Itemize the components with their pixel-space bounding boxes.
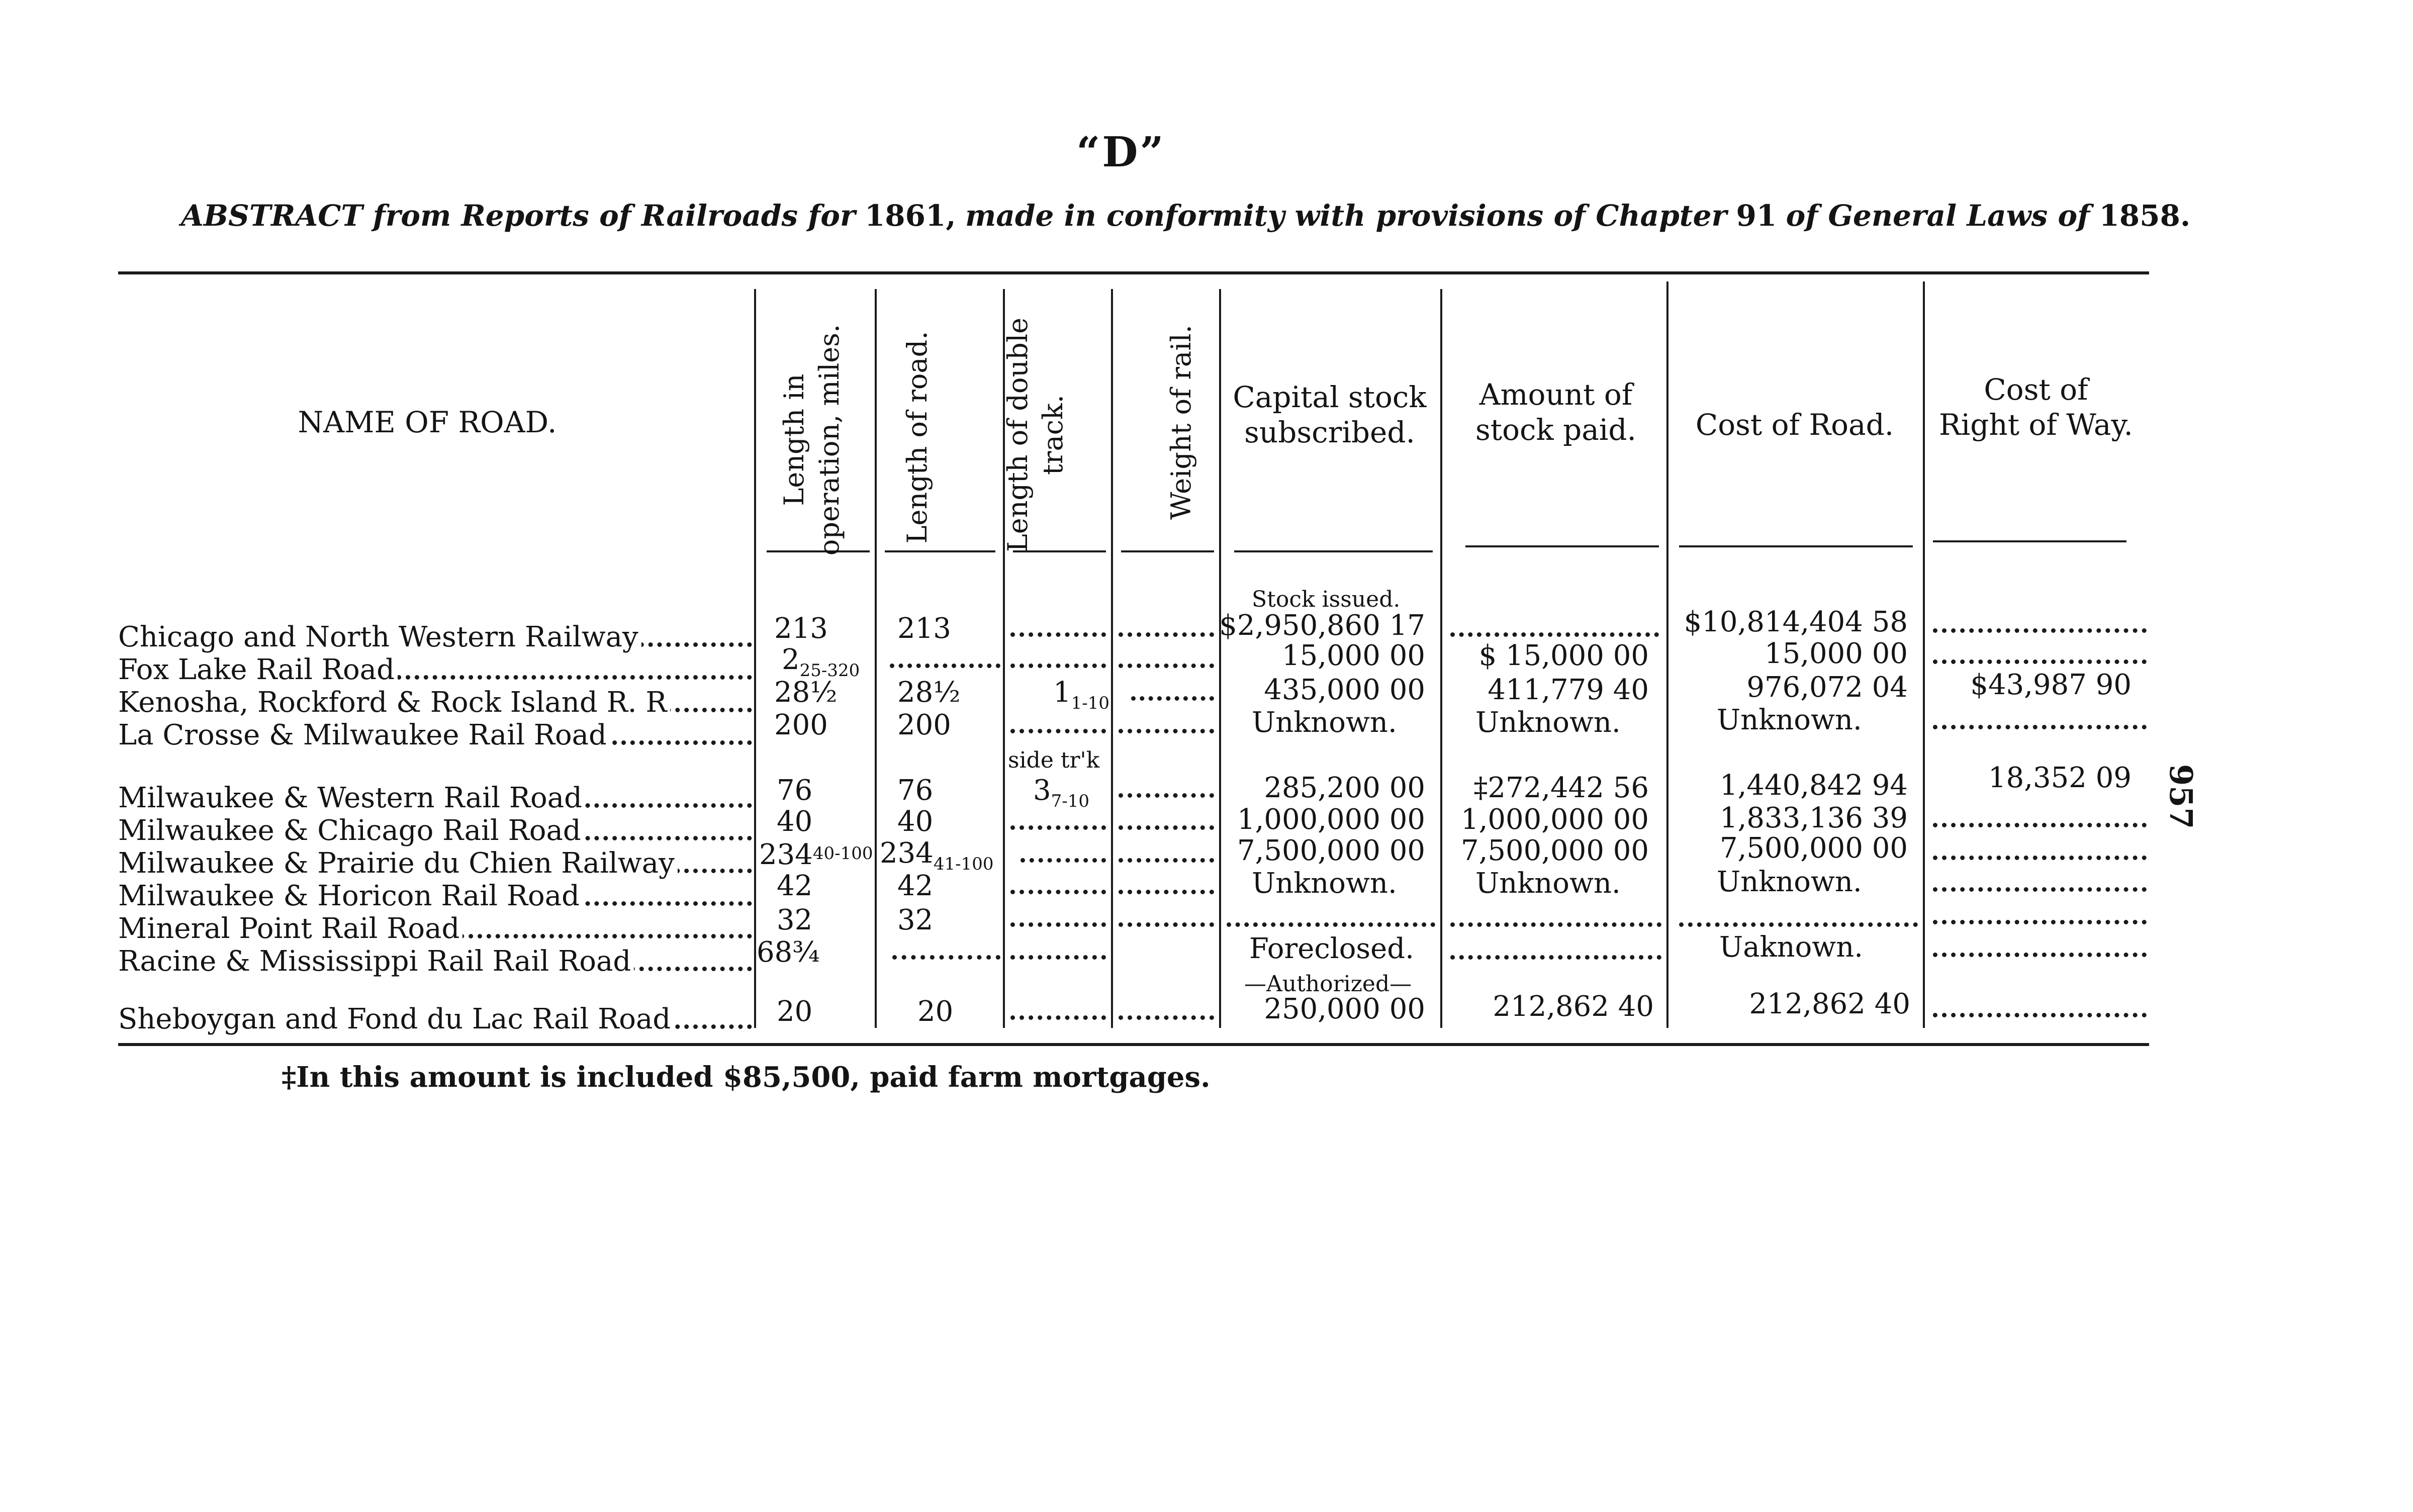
cell-capital-stock: 1,000,000 00 <box>1237 803 1425 836</box>
dotted-leader <box>1020 858 1106 863</box>
header-underline <box>1679 545 1913 547</box>
header-right-of-way-line-2: Right of Way. <box>1939 408 2133 442</box>
cell-cost-road: Unknown. <box>1717 866 1862 898</box>
dotted-leader <box>1010 729 1106 733</box>
cell-stock-paid: 7,500,000 00 <box>1460 834 1649 867</box>
dotted-leader <box>1010 1015 1106 1020</box>
road-name: Chicago and North Western Railway <box>118 621 641 653</box>
cell-capital-note: Stock issued. <box>1252 587 1401 612</box>
header-stock-paid-line-1: Amount of <box>1479 377 1633 412</box>
cell-right-of-way: 18,352 09 <box>1988 762 2131 794</box>
header-cost-road: Cost of Road. <box>1695 408 1894 442</box>
cell-stock-paid: 411,779 40 <box>1488 674 1649 706</box>
cell-cost-road: 1,833,136 39 <box>1719 802 1908 834</box>
double-track-fraction: 1-10 <box>1071 693 1110 713</box>
cell-length-road: 42 <box>897 870 934 902</box>
cell-length-road: 40 <box>897 805 934 838</box>
header-weight-rail: Weight of rail. <box>1165 325 1197 520</box>
cell-capital-stock: 15,000 00 <box>1281 639 1425 672</box>
length-operation-whole: 2 <box>782 643 800 676</box>
cell-cost-road: 15,000 00 <box>1764 637 1908 670</box>
road-name: Milwaukee & Horicon Rail Road <box>118 880 583 912</box>
road-name: Racine & Mississippi Rail Rail Road <box>118 945 634 978</box>
abstract-title <box>181 199 2190 233</box>
length-operation-whole: 234 <box>759 838 813 871</box>
cell-length-road: 28½ <box>897 676 961 709</box>
table-bottom-rule <box>118 1043 2149 1046</box>
cell-cost-road: Unknown. <box>1717 704 1862 736</box>
cell-length-road: 32 <box>897 904 934 936</box>
dotted-leader <box>1010 825 1106 830</box>
dotted-leader <box>1450 632 1659 637</box>
title-chapter: 91 <box>1736 199 1777 233</box>
dotted-leader <box>1010 922 1106 927</box>
dotted-leader <box>1933 920 2147 924</box>
road-name: Sheboygan and Fond du Lac Rail Road <box>118 1003 674 1035</box>
header-length-road: Length of road. <box>901 331 933 544</box>
cell-capital-stock: 7,500,000 00 <box>1237 834 1425 867</box>
dotted-leader <box>1010 664 1106 668</box>
footnote: ‡In this amount is included $85,500, paid farm mortgages. <box>282 1061 1211 1094</box>
column-divider <box>1440 289 1442 1028</box>
road-name: Milwaukee & Chicago Rail Road <box>118 814 584 847</box>
header-name-of-road: NAME OF ROAD. <box>298 405 557 439</box>
dotted-leader <box>1450 955 1661 960</box>
header-double-track <box>1000 304 1071 565</box>
header-double-track-line-1: Length of double <box>1002 317 1034 552</box>
table-row-name <box>118 782 754 815</box>
cell-double-track <box>1053 676 1109 720</box>
column-divider <box>754 289 756 1028</box>
table-row-name <box>118 621 754 654</box>
dotted-leader <box>1010 890 1106 894</box>
road-name: Mineral Point Rail Road <box>118 912 462 945</box>
table-row-name <box>118 653 754 687</box>
cell-length-operation: 200 <box>774 709 828 741</box>
length-road-fraction: 41-100 <box>933 854 994 874</box>
cell-length-operation: 28½ <box>774 676 838 709</box>
cell-double-track-note: side tr'k <box>1008 747 1100 773</box>
header-right-of-way-line-1: Cost of <box>1984 372 2088 407</box>
cell-double-track <box>1033 774 1089 818</box>
cell-stock-paid: ‡272,442 56 <box>1473 772 1649 804</box>
page-number: 957 <box>2163 764 2199 829</box>
length-operation-fraction: 40-100 <box>812 843 873 864</box>
column-divider <box>1666 281 1668 1028</box>
cell-cost-road: 976,072 04 <box>1746 671 1908 704</box>
cell-length-road: 213 <box>897 612 951 645</box>
dotted-leader <box>1119 858 1214 863</box>
cell-capital-stock: 250,000 00 <box>1264 993 1425 1025</box>
dotted-leader <box>1933 823 2147 827</box>
header-capital-stock-line-1: Capital stock <box>1233 380 1427 414</box>
dotted-leader <box>1119 1015 1214 1020</box>
cell-capital-stock: Foreclosed. <box>1249 932 1414 965</box>
header-capital-stock <box>1227 380 1433 450</box>
dotted-leader <box>1119 922 1214 927</box>
table-row-name <box>118 880 754 913</box>
title-year-1: 1861, <box>864 199 956 233</box>
cell-length-operation: 32 <box>777 904 813 936</box>
cell-length-operation: 42 <box>777 870 813 902</box>
dotted-leader <box>890 664 1000 668</box>
cell-stock-paid: 1,000,000 00 <box>1460 803 1649 836</box>
cell-cost-road: 1,440,842 94 <box>1719 769 1908 802</box>
dotted-leader <box>1119 664 1214 668</box>
header-right-of-way <box>1925 372 2147 442</box>
title-year-2: 1858. <box>2099 199 2191 233</box>
dotted-leader <box>1933 887 2147 892</box>
cell-length-operation <box>759 837 873 872</box>
cell-cost-road: Uaknown. <box>1719 931 1864 964</box>
dotted-leader <box>1933 628 2147 633</box>
table-row-name <box>118 847 754 880</box>
dotted-leader <box>1010 632 1106 637</box>
cell-length-road: 200 <box>897 709 951 741</box>
column-divider <box>1111 289 1113 1028</box>
title-part-3: of General Laws of <box>1786 199 2090 233</box>
header-underline <box>1933 540 2126 542</box>
double-track-fraction: 7-10 <box>1051 791 1090 811</box>
cell-stock-paid: 212,862 40 <box>1493 990 1654 1023</box>
cell-capital-stock: $2,950,860 17 <box>1219 609 1425 642</box>
road-name: La Crosse & Milwaukee Rail Road <box>118 719 610 751</box>
dotted-leader <box>1119 793 1214 798</box>
cell-right-of-way: $43,987 90 <box>1970 669 2131 701</box>
table-row-name <box>118 1003 754 1036</box>
length-road-whole: 234 <box>880 837 934 870</box>
cell-capital-stock: 435,000 00 <box>1264 674 1425 706</box>
dotted-leader <box>1131 696 1214 701</box>
road-name: Kenosha, Rockford & Rock Island R. R <box>118 686 670 719</box>
dotted-leader <box>892 955 1000 960</box>
header-underline <box>1121 550 1214 552</box>
table-row-name <box>118 912 754 946</box>
table-row-name <box>118 814 754 847</box>
dotted-leader <box>1010 955 1106 960</box>
dotted-leader <box>1119 729 1214 733</box>
header-length-operation-line-2: operation, miles. <box>813 324 845 556</box>
header-underline <box>1465 545 1659 547</box>
cell-cost-road: $10,814,404 58 <box>1684 606 1908 638</box>
dotted-leader <box>1450 922 1661 927</box>
header-capital-stock-line-2: subscribed. <box>1244 415 1415 449</box>
double-track-whole: 3 <box>1033 774 1051 807</box>
road-name: Milwaukee & Western Rail Road <box>118 782 585 814</box>
road-name: Fox Lake Rail Road <box>118 653 398 686</box>
header-double-track-line-2: track. <box>1037 395 1069 475</box>
cell-length-operation: 76 <box>777 774 813 807</box>
cell-length-operation: 20 <box>777 995 813 1028</box>
cell-cost-road: 7,500,000 00 <box>1719 832 1908 865</box>
header-stock-paid-line-2: stock paid. <box>1475 413 1636 447</box>
header-length-operation-line-1: Length in <box>778 373 810 506</box>
cell-capital-stock: 285,200 00 <box>1264 772 1425 804</box>
dotted-leader <box>1933 1013 2147 1017</box>
dotted-leader <box>1119 632 1214 637</box>
cell-stock-paid: Unknown. <box>1475 867 1621 900</box>
dotted-leader <box>1119 890 1214 894</box>
road-name: Milwaukee & Prairie du Chien Railway <box>118 847 678 880</box>
cell-length-operation: 40 <box>777 805 813 838</box>
dotted-leader <box>1933 659 2147 664</box>
table-row-name <box>118 686 754 719</box>
cell-capital-stock: Unknown. <box>1252 867 1397 900</box>
cell-length-road: 20 <box>917 995 954 1028</box>
table-row-name <box>118 719 754 752</box>
dotted-leader <box>1679 922 1918 927</box>
length-operation-fraction: 25-320 <box>799 660 860 681</box>
header-stock-paid <box>1453 377 1659 447</box>
table-top-rule <box>118 271 2149 274</box>
cell-capital-stock: Unknown. <box>1252 706 1397 739</box>
header-length-operation <box>777 294 847 586</box>
dotted-leader <box>1933 856 2147 860</box>
document-heading: “D” <box>1076 128 1166 176</box>
dotted-leader <box>1119 825 1214 830</box>
column-divider <box>875 289 877 1028</box>
title-part-2: made in conformity with provisions of Chapter <box>965 199 1727 233</box>
cell-stock-paid: Unknown. <box>1475 706 1621 739</box>
cell-length-road <box>880 837 994 881</box>
cell-length-operation: 213 <box>774 612 828 645</box>
double-track-whole: 1 <box>1053 676 1071 709</box>
dotted-leader <box>1227 922 1435 927</box>
header-underline <box>1234 550 1433 552</box>
cell-length-operation: 68¾ <box>757 936 820 969</box>
cell-length-road: 76 <box>897 774 934 807</box>
dotted-leader <box>1933 953 2147 957</box>
cell-capital-note: —Authorized— <box>1244 971 1412 997</box>
cell-stock-paid: $ 15,000 00 <box>1478 639 1649 672</box>
cell-cost-road: 212,862 40 <box>1749 988 1910 1020</box>
title-part-1: ABSTRACT from Reports of Railroads for <box>181 199 856 233</box>
column-divider <box>1923 281 1925 1028</box>
table-row-name <box>118 945 754 978</box>
dotted-leader <box>1933 725 2147 729</box>
